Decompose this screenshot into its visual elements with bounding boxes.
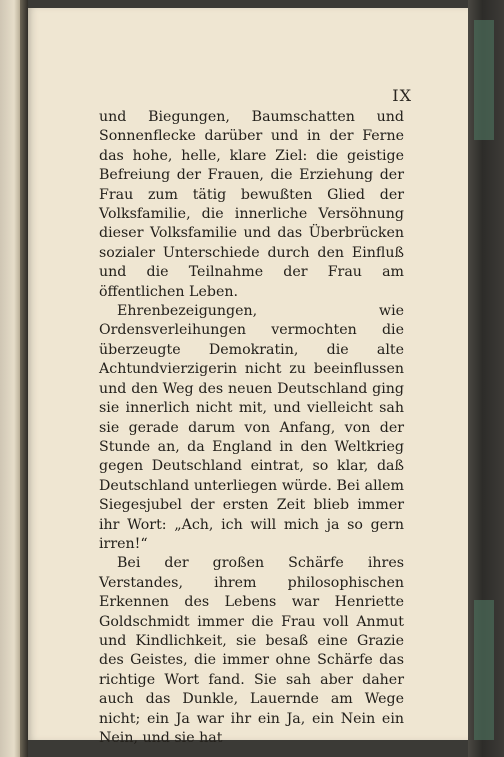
book-cover-edge [468, 0, 504, 757]
paragraph-2: Ehrenbezeigungen, wie Ordensverleihungen vermochten die überzeugte Demokratin, die alte Achtundvierzigerin nicht zu beeinflussen und den Weg des neuen Deutschland ging sie innerlich nicht mit, und vielleicht sah sie gerade darum von Anfang, von der Stunde an, da England in den Weltkrieg gegen Deutschland eintrat, so klar, daß Deutschland unterliegen würde. Bei allem Siegesjubel der ersten Zeit blieb immer ihr Wort: „Ach, ich will mich ja so gern irren!“ [99, 303, 404, 552]
paragraph-1: und Biegungen, Baumschatten und Sonnenflecke darüber und in der Ferne das hohe, helle, klare Ziel: die geistige Befreiung der Frauen, die Erziehung der Frau zum tätig bewußten Glied der Volksfamilie, die innerliche Versöhnung dieser Volksfamilie und das Überbrücken sozialer Unterschiede durch den Einfluß und die Teilnahme der Frau am öffentlichen Leben. [99, 109, 404, 300]
left-page-edge [0, 0, 20, 757]
paragraph-3: Bei der großen Schärfe ihres Verstandes, ihrem philosophischen Erkennen des Lebens war Henriette Goldschmidt immer die Frau voll Anmut und Kindlichkeit, sie besaß eine Grazie des Geistes, die immer ohne Schärfe das richtige Wort fand. Sie sah aber daher auch das Dunkle, Lauernde am Wege nicht; ein Ja war ihr ein Ja, ein Nein ein Nein, und sie hat [99, 555, 404, 746]
cover-texture [474, 20, 494, 140]
page-text [99, 108, 404, 748]
page-number: IX [392, 86, 412, 105]
book-gutter [20, 0, 28, 757]
cover-texture [474, 600, 494, 740]
book-page [28, 8, 468, 746]
